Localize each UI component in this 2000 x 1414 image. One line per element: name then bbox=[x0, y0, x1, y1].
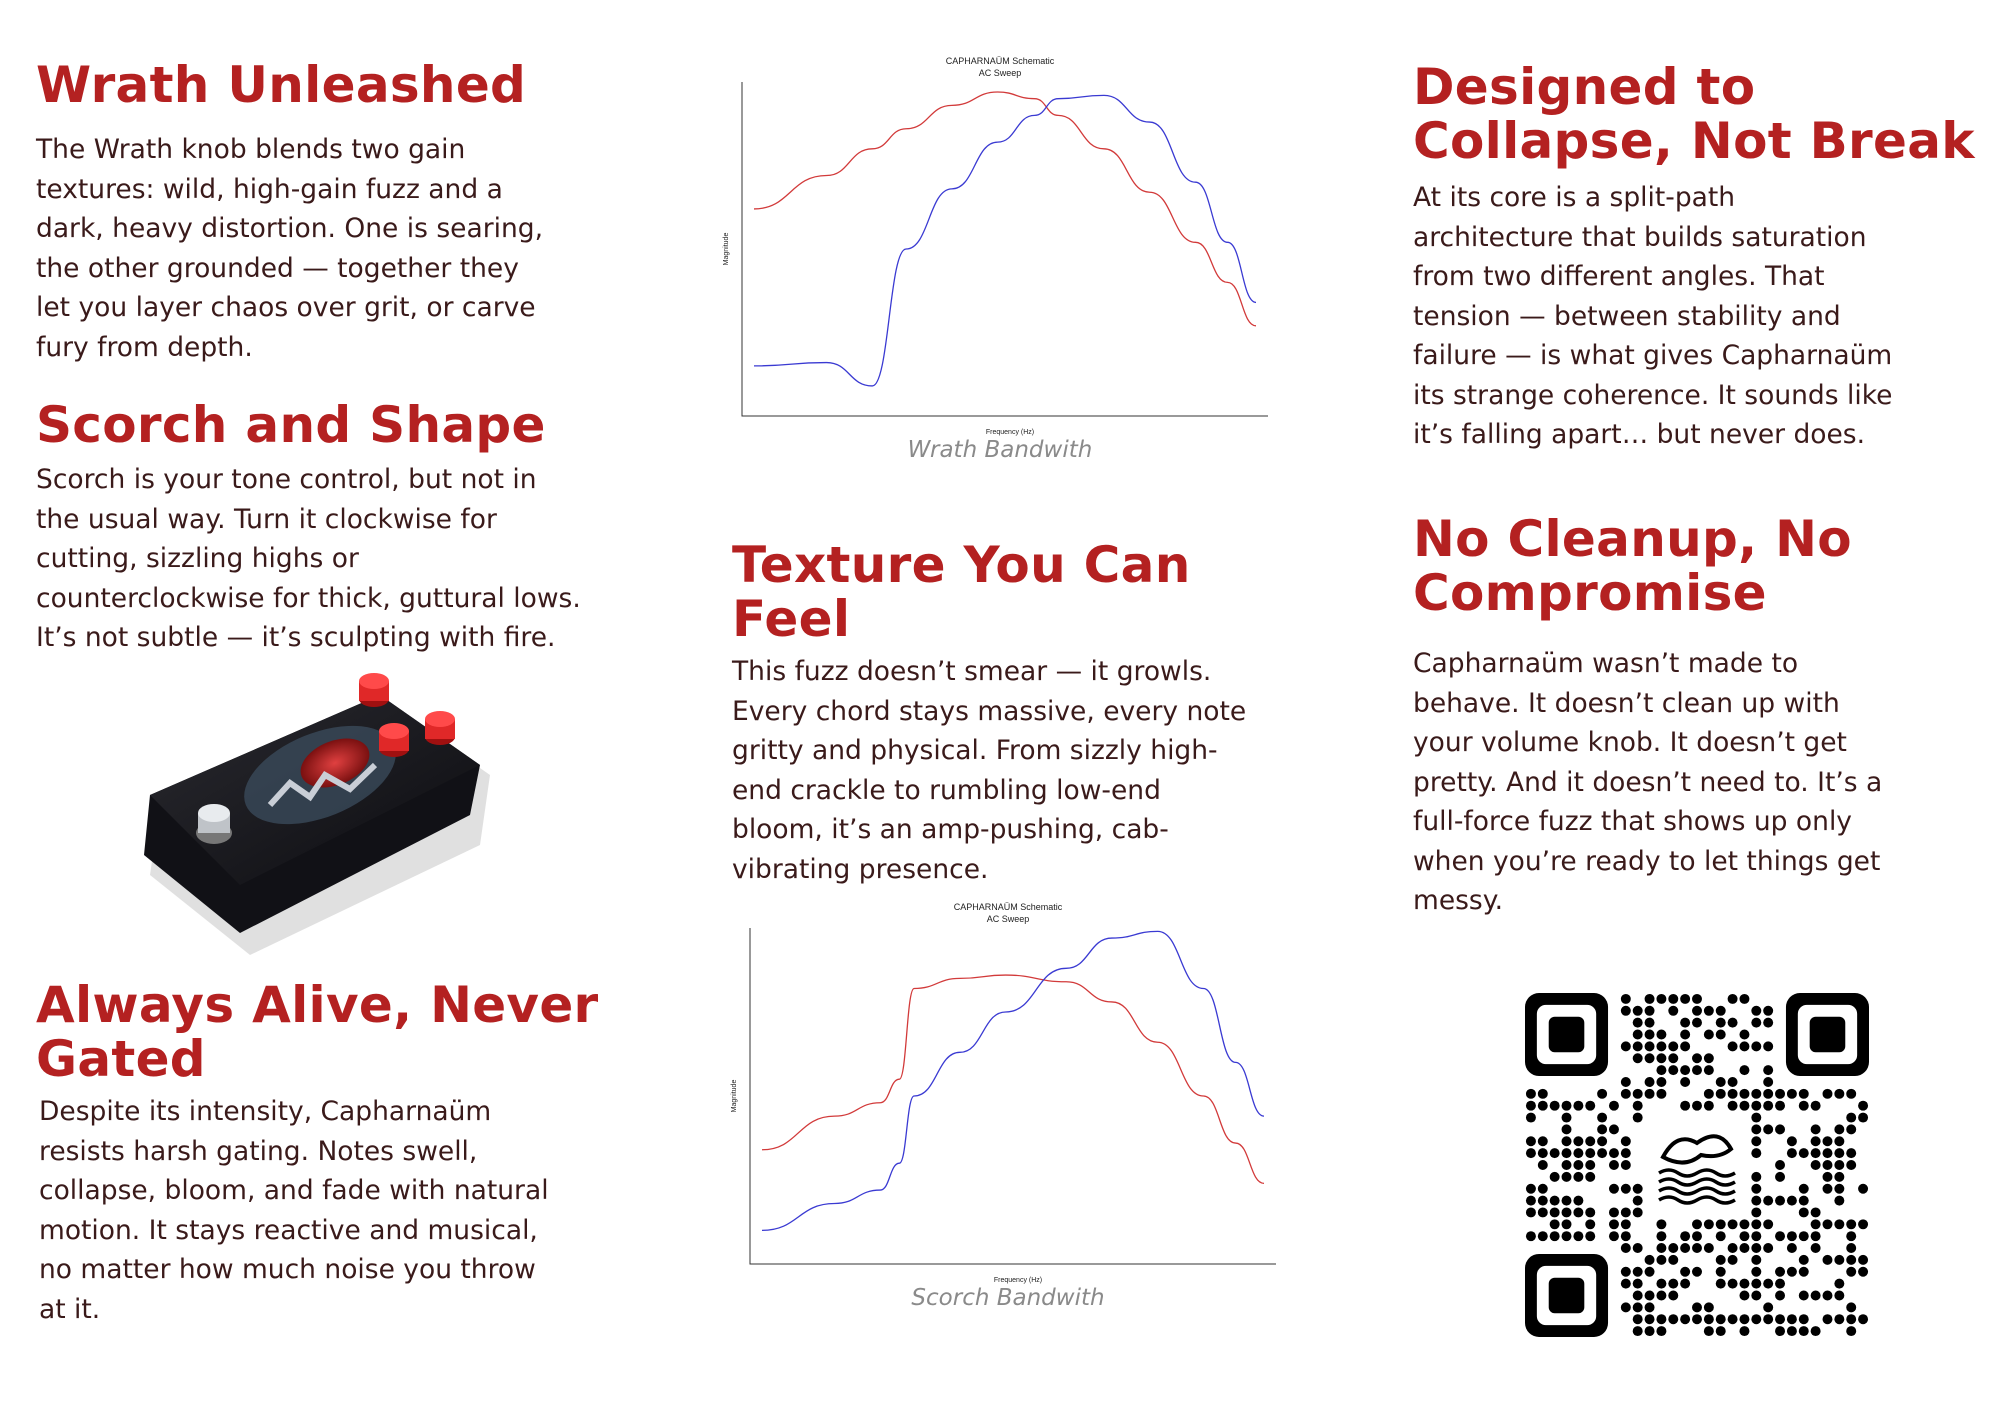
qr-code[interactable] bbox=[1525, 993, 1869, 1337]
chart-ylabel: Magnitude bbox=[731, 1079, 738, 1113]
chart-xlabel: Frequency (Hz) bbox=[993, 1277, 1043, 1284]
chart-series-line-0 bbox=[762, 975, 1264, 1183]
section-scorch bbox=[36, 398, 656, 658]
chart-series-line-1 bbox=[762, 931, 1264, 1230]
chart-subtitle: AC Sweep bbox=[986, 914, 1030, 924]
pedal-image bbox=[140, 665, 500, 975]
chart-axes bbox=[750, 928, 1276, 1264]
wrath-title: Wrath Unleashed bbox=[36, 56, 527, 114]
chart-axes bbox=[742, 82, 1268, 416]
chart-scorch-svg bbox=[728, 898, 1288, 1290]
chart-wrath-svg bbox=[720, 52, 1280, 442]
chart-xlabel: Frequency (Hz) bbox=[985, 429, 1035, 436]
wrath-body: The Wrath knob blends two gain textures: wild, high-gain fuzz and a dark, heavy distortion. One is searing, the other grounded — together they let you layer chaos over grit, or carve fury from depth. bbox=[36, 134, 543, 363]
collapse-title: Designed to Collapse, Not Break bbox=[1413, 58, 1975, 170]
scorch-body: Scorch is your tone control, but not in the usual way. Turn it clockwise for cutting, sizzling highs or counterclockwise for thick, guttural lows. It’s not subtle — it’s sculpting with fire. bbox=[36, 464, 581, 653]
section-cleanup bbox=[1413, 512, 1993, 921]
chart-subtitle: AC Sweep bbox=[978, 68, 1022, 78]
chart-series-line-1 bbox=[754, 95, 1256, 386]
chart-scorch bbox=[728, 898, 1288, 1290]
cleanup-body: Capharnaüm wasn’t made to behave. It doesn’t clean up with your volume knob. It doesn’t get pretty. And it doesn’t need to. It’s a full-force fuzz that shows up only when you’re ready to let things get messy. bbox=[1413, 648, 1883, 916]
alive-body: Despite its intensity, Capharnaüm resists harsh gating. Notes swell, collapse, bloom, and fade with natural motion. It stays reactive and musical, no matter how much noise you throw at it. bbox=[39, 1096, 549, 1325]
chart-wrath-caption: Wrath Bandwith bbox=[907, 437, 1093, 463]
scorch-title: Scorch and Shape bbox=[36, 396, 546, 454]
alive-title: Always Alive, Never Gated bbox=[36, 976, 599, 1088]
section-texture bbox=[732, 538, 1312, 889]
section-alive bbox=[36, 978, 656, 1329]
chart-series-line-0 bbox=[754, 92, 1256, 326]
texture-title: Texture You Can Feel bbox=[732, 536, 1191, 648]
chart-title: CAPHARNAÜM Schematic bbox=[953, 902, 1063, 912]
section-wrath bbox=[36, 58, 636, 367]
chart-ylabel: Magnitude bbox=[723, 232, 730, 266]
chart-scorch-caption: Scorch Bandwith bbox=[911, 1285, 1105, 1311]
section-collapse bbox=[1413, 60, 1993, 455]
chart-wrath bbox=[720, 52, 1280, 442]
cleanup-title: No Cleanup, No Compromise bbox=[1413, 510, 1852, 622]
texture-body: This fuzz doesn’t smear — it growls. Every chord stays massive, every note gritty and physical. From sizzly high- end crackle to rumbling low-end bloom, it’s an amp-pushing, cab- vibrating presence. bbox=[732, 656, 1247, 885]
collapse-body: At its core is a split-path architecture that builds saturation from two different angles. That tension — between stability and failure — is what gives Capharnaüm its strange coherence. It sounds like it’s falling apart… but never does. bbox=[1413, 182, 1893, 450]
chart-title: CAPHARNAÜM Schematic bbox=[945, 56, 1055, 66]
